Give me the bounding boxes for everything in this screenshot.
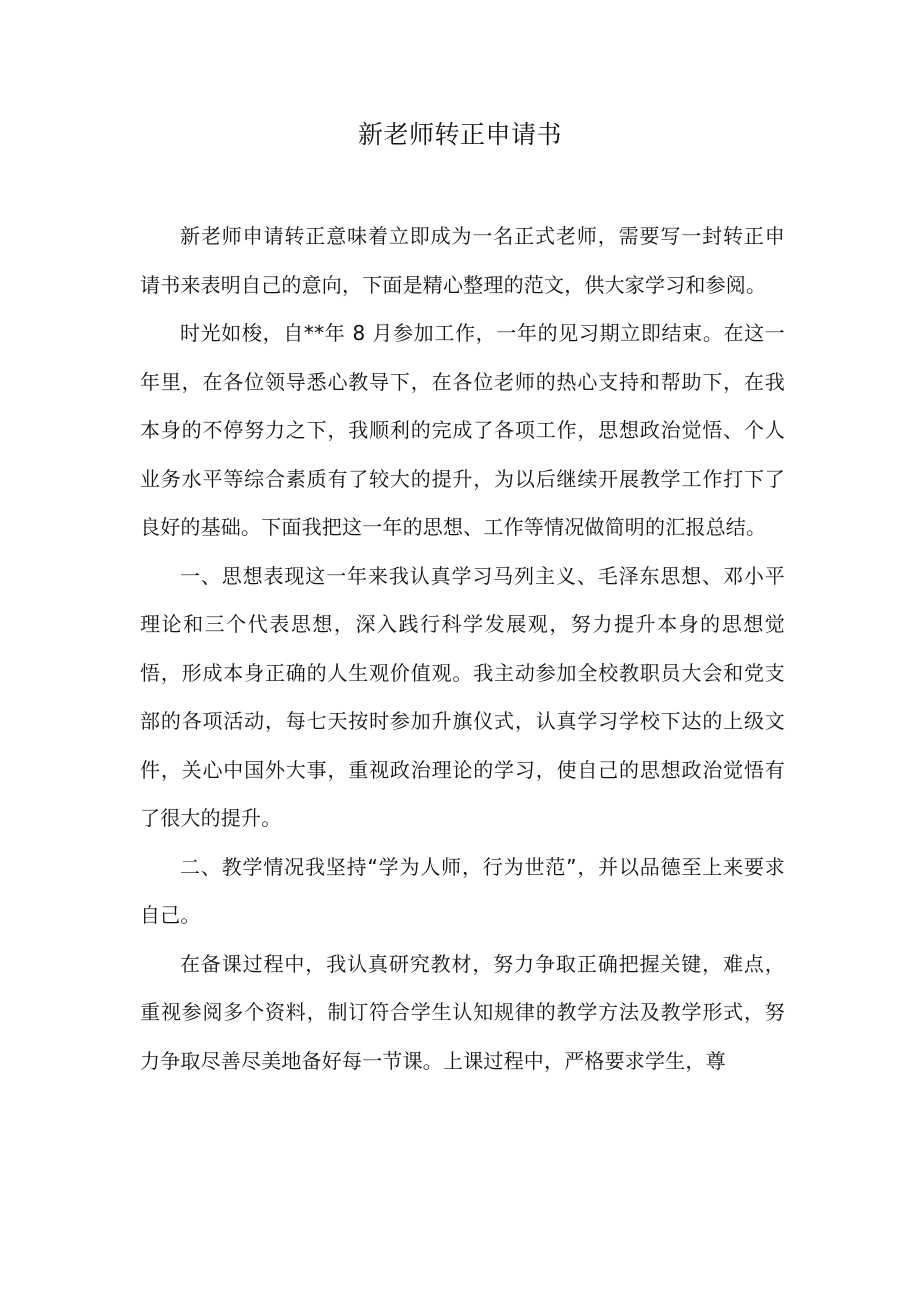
paragraph-lesson-prep: 在备课过程中，我认真研究教材，努力争取正确把握关键，难点，重视参阅多个资料，制订符合学生认知规律的教学方法及教学形式，努力争取尽善尽美地备好每一节课。上课过程中，严格要求学生，尊 [140, 951, 785, 1073]
paragraph-teaching: 二、教学情况我坚持“学为人师，行为世范”，并以品德至上来要求自己。 [140, 854, 785, 927]
paragraph-overview: 时光如梭，自**年 8 月参加工作，一年的见习期立即结束。在这一年里，在各位领导悉心教导下，在各位老师的热心支持和帮助下，在我本身的不停努力之下，我顺利的完成了各项工作，思想政治觉悟、个人业务水平等综合素质有了较大的提升，为以后继续开展教学工作打下了良好的基础。下面我把这一年的思想、工作等情况做简明的汇报总结。 [140, 321, 785, 539]
paragraph-ideology: 一、思想表现这一年来我认真学习马列主义、毛泽东思想、邓小平理论和三个代表思想，深入践行科学发展观，努力提升本身的思想觉悟，形成本身正确的人生观价值观。我主动参加全校教职员大会和党支部的各项活动，每七天按时参加升旗仪式，认真学习学校下达的上级文件，关心中国外大事，重视政治理论的学习，使自己的思想政治觉悟有了很大的提升。 [140, 563, 785, 830]
document-title: 新老师转正申请书 [357, 120, 562, 149]
paragraph-intro: 新老师申请转正意味着立即成为一名正式老师，需要写一封转正申请书来表明自己的意向，下面是精心整理的范文，供大家学习和参阅。 [140, 224, 785, 297]
document-body [140, 212, 785, 1085]
